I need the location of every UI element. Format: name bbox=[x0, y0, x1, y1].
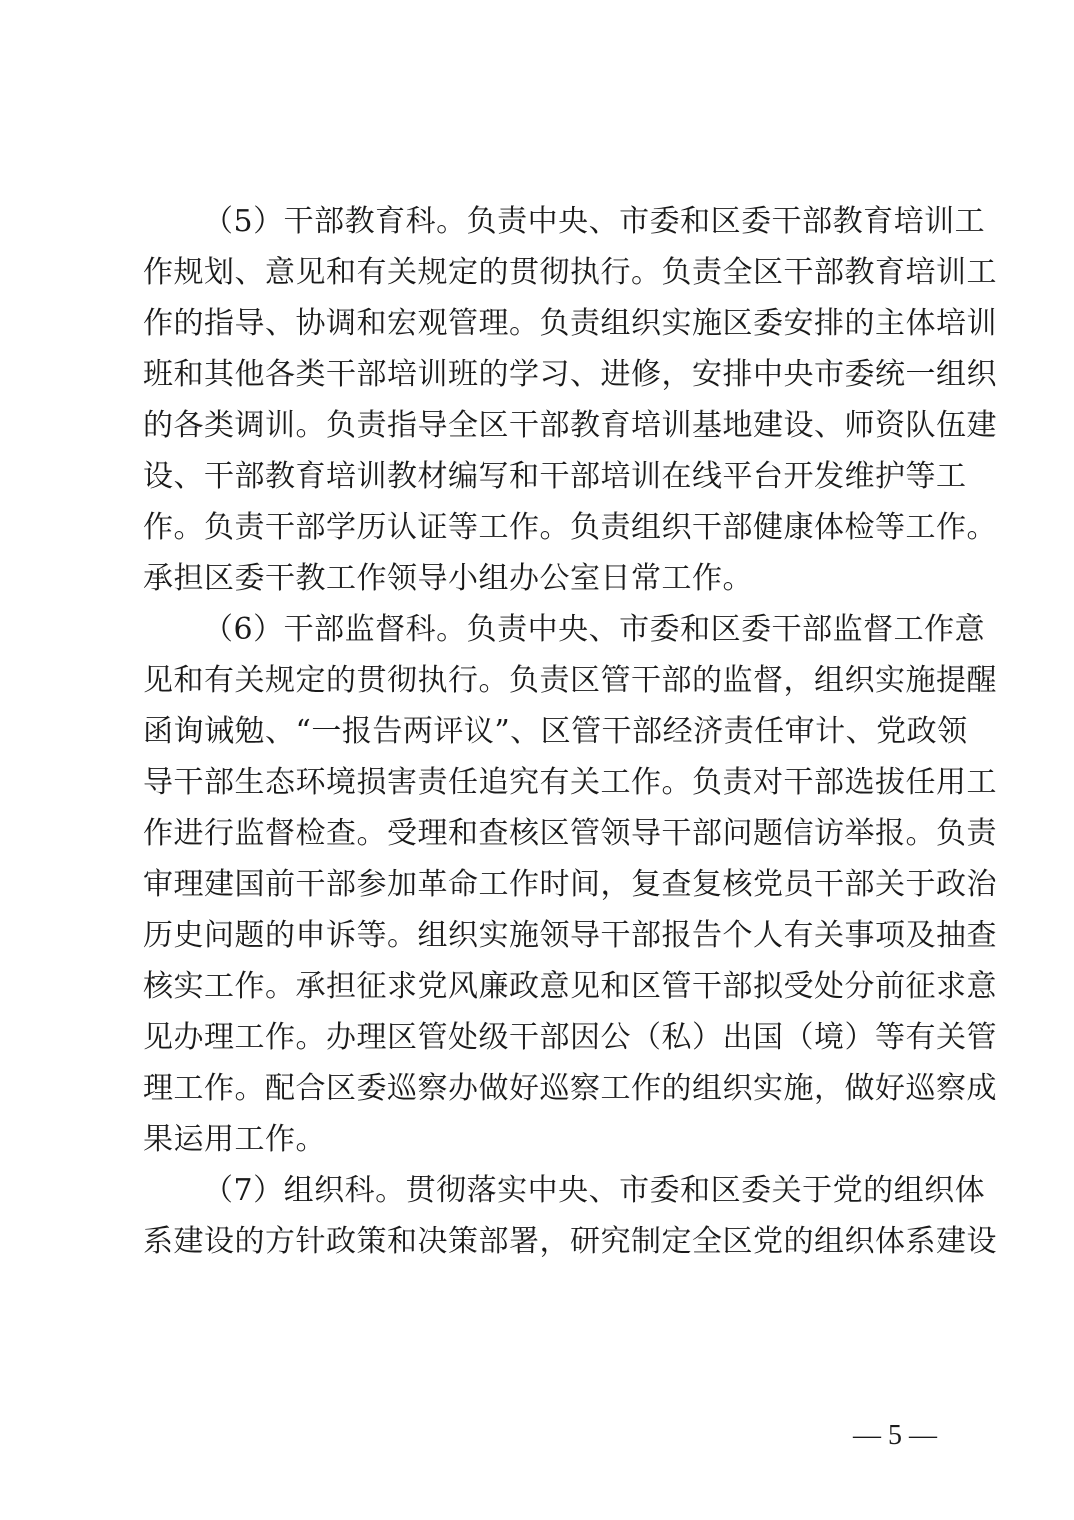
paragraph-line: （5）干部教育科。负责中央、市委和区委干部教育培训工 bbox=[203, 204, 986, 239]
page-number: — 5 — bbox=[853, 1420, 937, 1451]
paragraph-line: 作进行监督检查。受理和查核区管领导干部问题信访举报。负责 bbox=[143, 816, 997, 851]
paragraph-line: 见和有关规定的贯彻执行。负责区管干部的监督，组织实施提醒 bbox=[143, 663, 997, 698]
paragraph-line: 果运用工作。 bbox=[143, 1122, 326, 1157]
paragraph-line: 系建设的方针政策和决策部署，研究制定全区党的组织体系建设 bbox=[143, 1224, 997, 1259]
paragraph-line: 审理建国前干部参加革命工作时间，复查复核党员干部关于政治 bbox=[143, 867, 997, 902]
paragraph-line: 的各类调训。负责指导全区干部教育培训基地建设、师资队伍建 bbox=[143, 408, 997, 443]
paragraph-line: 导干部生态环境损害责任追究有关工作。负责对干部选拔任用工 bbox=[143, 765, 997, 800]
paragraph-line: 核实工作。承担征求党风廉政意见和区管干部拟受处分前征求意 bbox=[143, 969, 997, 1004]
paragraph-line: 见办理工作。办理区管处级干部因公（私）出国（境）等有关管 bbox=[143, 1020, 997, 1055]
paragraph-line: 作。负责干部学历认证等工作。负责组织干部健康体检等工作。 bbox=[143, 510, 997, 545]
paragraph-line: 历史问题的申诉等。组织实施领导干部报告个人有关事项及抽查 bbox=[143, 918, 997, 953]
paragraph-line: 设、干部教育培训教材编写和干部培训在线平台开发维护等工 bbox=[143, 459, 967, 494]
paragraph-line: 理工作。配合区委巡察办做好巡察工作的组织实施，做好巡察成 bbox=[143, 1071, 997, 1106]
paragraph-line: 承担区委干教工作领导小组办公室日常工作。 bbox=[143, 561, 753, 596]
paragraph-line: 函询诫勉、“一报告两评议”、区管干部经济责任审计、党政领 bbox=[143, 714, 968, 749]
paragraph-line: （6）干部监督科。负责中央、市委和区委干部监督工作意 bbox=[203, 612, 986, 647]
paragraph-line: 作的指导、协调和宏观管理。负责组织实施区委安排的主体培训 bbox=[143, 306, 997, 341]
paragraph-line: 作规划、意见和有关规定的贯彻执行。负责全区干部教育培训工 bbox=[143, 255, 997, 290]
paragraph-line: （7）组织科。贯彻落实中央、市委和区委关于党的组织体 bbox=[203, 1173, 986, 1208]
paragraph-line: 班和其他各类干部培训班的学习、进修，安排中央市委统一组织 bbox=[143, 357, 997, 392]
